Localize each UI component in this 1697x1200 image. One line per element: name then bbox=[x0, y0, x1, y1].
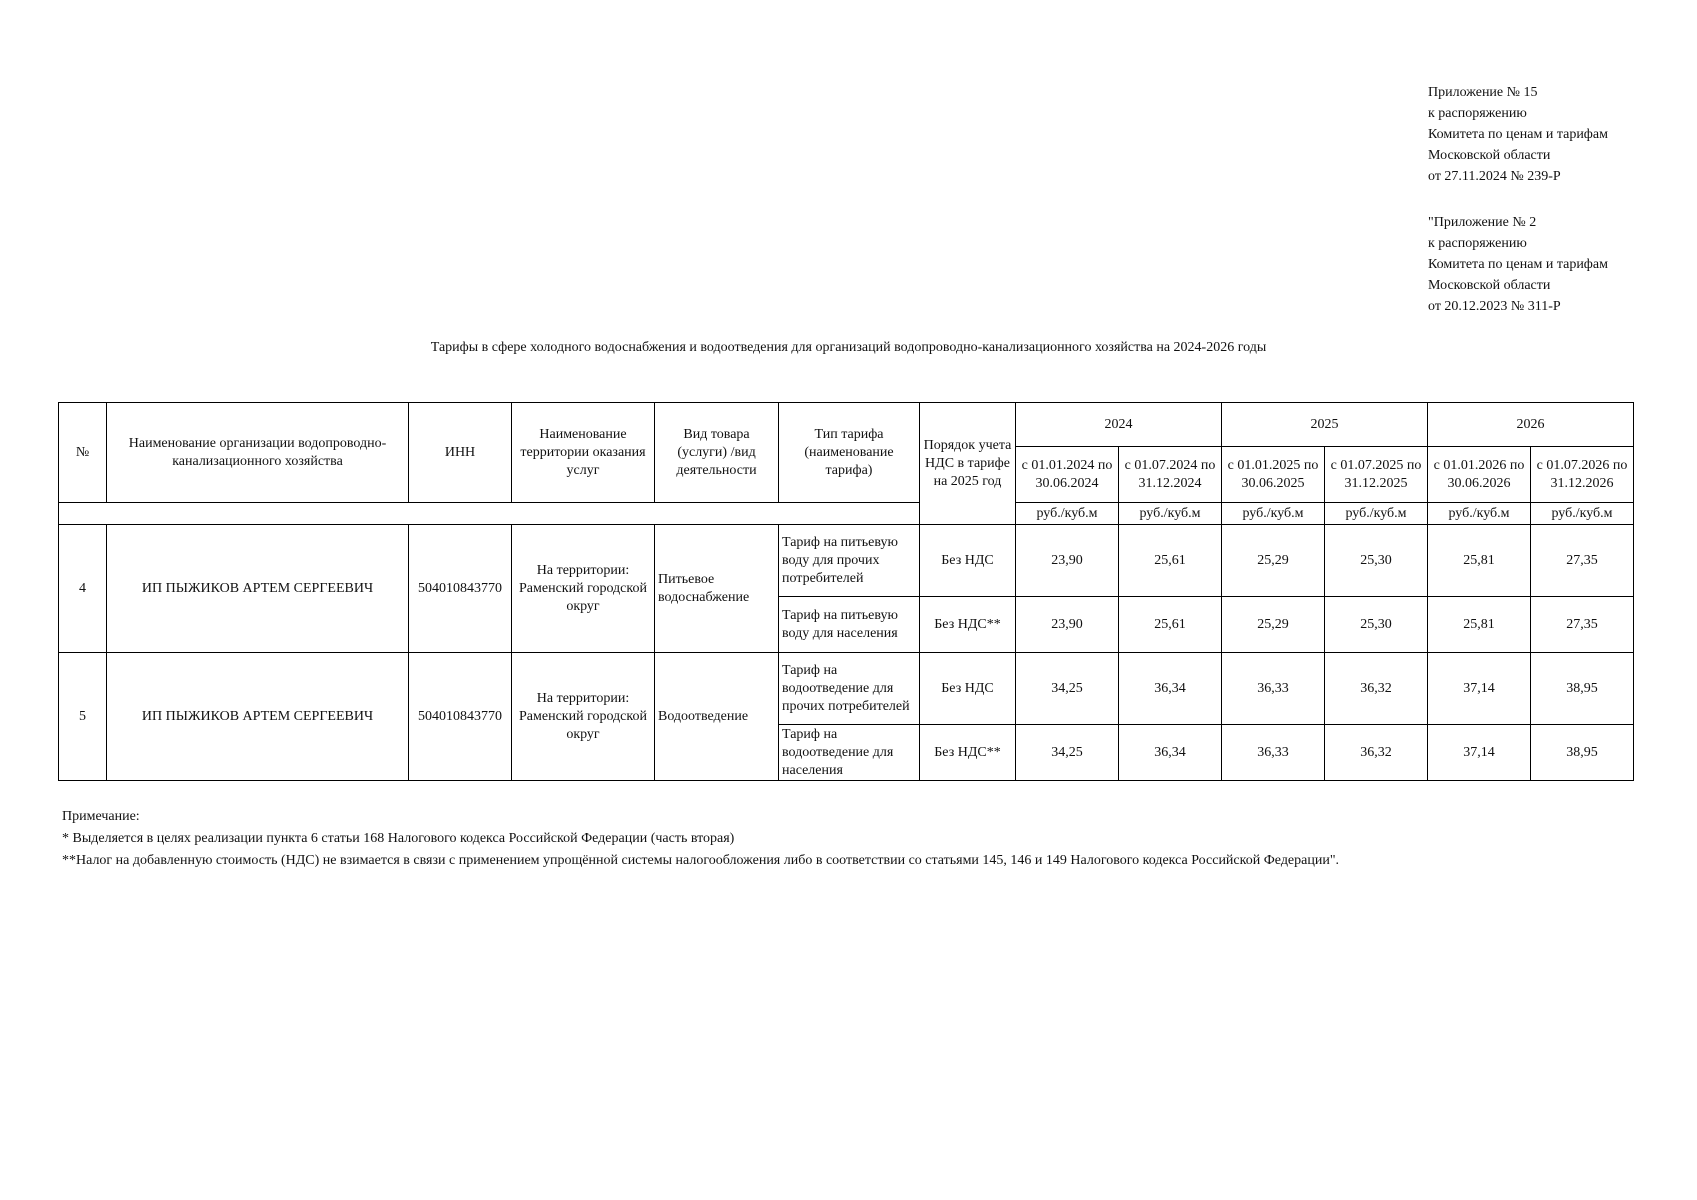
inn-value: 504010843770 bbox=[409, 525, 512, 653]
header-period: с 01.01.2025 по 30.06.2025 bbox=[1222, 447, 1325, 503]
tariff-type: Тариф на питьевую воду для прочих потребителей bbox=[779, 525, 920, 597]
organization-name: ИП ПЫЖИКОВ АРТЕМ СЕРГЕЕВИЧ bbox=[107, 653, 409, 781]
tariffs-table bbox=[58, 402, 1634, 781]
tariff-value: 36,33 bbox=[1222, 725, 1325, 781]
appendix-line: "Приложение № 2 bbox=[1428, 215, 1537, 230]
appendix-line: от 20.12.2023 № 311-Р bbox=[1428, 299, 1561, 314]
tariff-value: 27,35 bbox=[1531, 597, 1634, 653]
tariff-type: Тариф на водоотведение для прочих потребителей bbox=[779, 653, 920, 725]
goods-type: Водоотведение bbox=[655, 653, 779, 781]
appendix-block-original bbox=[1428, 212, 1608, 317]
inn-value: 504010843770 bbox=[409, 653, 512, 781]
row-number: 5 bbox=[59, 653, 107, 781]
tariff-value: 25,81 bbox=[1428, 525, 1531, 597]
header-period: с 01.07.2024 по 31.12.2024 bbox=[1119, 447, 1222, 503]
tariff-value: 36,34 bbox=[1119, 725, 1222, 781]
note-item: **Налог на добавленную стоимость (НДС) не взимается в связи с применением упрощённой системы налогообложения либо в соответствии со статьями 145, 146 и 149 Налогового кодекса Российской Федерации". bbox=[62, 853, 1340, 868]
header-goods: Вид товара (услуги) /вид деятельности bbox=[655, 403, 779, 503]
tariff-value: 37,14 bbox=[1428, 725, 1531, 781]
tariff-value: 38,95 bbox=[1531, 653, 1634, 725]
header-year-2025: 2025 bbox=[1222, 403, 1428, 447]
tariff-value: 36,33 bbox=[1222, 653, 1325, 725]
header-territory: Наименование территории оказания услуг bbox=[512, 403, 655, 503]
tariff-value: 25,30 bbox=[1325, 525, 1428, 597]
tariff-value: 23,90 bbox=[1016, 525, 1119, 597]
header-unit: руб./куб.м bbox=[1325, 503, 1428, 525]
header-year-2024: 2024 bbox=[1016, 403, 1222, 447]
tariff-value: 25,29 bbox=[1222, 597, 1325, 653]
tariff-value: 25,61 bbox=[1119, 597, 1222, 653]
tariff-value: 38,95 bbox=[1531, 725, 1634, 781]
tariff-value: 23,90 bbox=[1016, 597, 1119, 653]
header-period: с 01.07.2026 по 31.12.2026 bbox=[1531, 447, 1634, 503]
header-unit: руб./куб.м bbox=[1016, 503, 1119, 525]
table-row bbox=[59, 653, 1634, 725]
header-tariff-type: Тип тарифа (наименование тарифа) bbox=[779, 403, 920, 503]
header-period: с 01.01.2024 по 30.06.2024 bbox=[1016, 447, 1119, 503]
header-unit: руб./куб.м bbox=[1531, 503, 1634, 525]
tariff-type: Тариф на водоотведение для населения bbox=[779, 725, 920, 781]
appendix-line: Комитета по ценам и тарифам bbox=[1428, 257, 1608, 272]
tariff-value: 25,81 bbox=[1428, 597, 1531, 653]
tariff-value: 37,14 bbox=[1428, 653, 1531, 725]
header-period: с 01.07.2025 по 31.12.2025 bbox=[1325, 447, 1428, 503]
header-unit: руб./куб.м bbox=[1119, 503, 1222, 525]
tariff-value: 36,32 bbox=[1325, 653, 1428, 725]
tariff-value: 34,25 bbox=[1016, 725, 1119, 781]
header-number: № bbox=[59, 403, 107, 503]
tariff-value: 34,25 bbox=[1016, 653, 1119, 725]
table-row bbox=[59, 525, 1634, 597]
tariff-value: 25,30 bbox=[1325, 597, 1428, 653]
notes-section bbox=[62, 806, 1339, 872]
tariff-value: 27,35 bbox=[1531, 525, 1634, 597]
appendix-line: Комитета по ценам и тарифам bbox=[1428, 127, 1608, 142]
header-spacer bbox=[59, 503, 920, 525]
appendix-line: к распоряжению bbox=[1428, 106, 1527, 121]
notes-heading: Примечание: bbox=[62, 809, 140, 824]
vat-mode: Без НДС bbox=[920, 525, 1016, 597]
tariff-value: 25,29 bbox=[1222, 525, 1325, 597]
tariff-value: 36,32 bbox=[1325, 725, 1428, 781]
appendix-line: от 27.11.2024 № 239-Р bbox=[1428, 169, 1561, 184]
header-inn: ИНН bbox=[409, 403, 512, 503]
appendix-block-current bbox=[1428, 82, 1608, 187]
header-year-2026: 2026 bbox=[1428, 403, 1634, 447]
tariff-type: Тариф на питьевую воду для населения bbox=[779, 597, 920, 653]
row-number: 4 bbox=[59, 525, 107, 653]
appendix-line: Приложение № 15 bbox=[1428, 85, 1538, 100]
header-period: с 01.01.2026 по 30.06.2026 bbox=[1428, 447, 1531, 503]
organization-name: ИП ПЫЖИКОВ АРТЕМ СЕРГЕЕВИЧ bbox=[107, 525, 409, 653]
note-item: * Выделяется в целях реализации пункта 6 статьи 168 Налогового кодекса Российской Федерации (часть вторая) bbox=[62, 831, 735, 846]
header-unit: руб./куб.м bbox=[1428, 503, 1531, 525]
tariff-value: 36,34 bbox=[1119, 653, 1222, 725]
document-title: Тарифы в сфере холодного водоснабжения и водоотведения для организаций водопроводно-канализационного хозяйства на 2024-2026 годы bbox=[430, 340, 1267, 355]
territory: На территории: Раменский городской округ bbox=[512, 525, 655, 653]
header-vat: Порядок учета НДС в тарифе на 2025 год bbox=[920, 403, 1016, 525]
appendix-line: Московской области bbox=[1428, 148, 1551, 163]
appendix-line: к распоряжению bbox=[1428, 236, 1527, 251]
territory: На территории: Раменский городской округ bbox=[512, 653, 655, 781]
vat-mode: Без НДС** bbox=[920, 597, 1016, 653]
vat-mode: Без НДС** bbox=[920, 725, 1016, 781]
header-unit: руб./куб.м bbox=[1222, 503, 1325, 525]
goods-type: Питьевое водоснабжение bbox=[655, 525, 779, 653]
vat-mode: Без НДС bbox=[920, 653, 1016, 725]
appendix-line: Московской области bbox=[1428, 278, 1551, 293]
tariff-value: 25,61 bbox=[1119, 525, 1222, 597]
header-organization: Наименование организации водопроводно-канализационного хозяйства bbox=[107, 403, 409, 503]
